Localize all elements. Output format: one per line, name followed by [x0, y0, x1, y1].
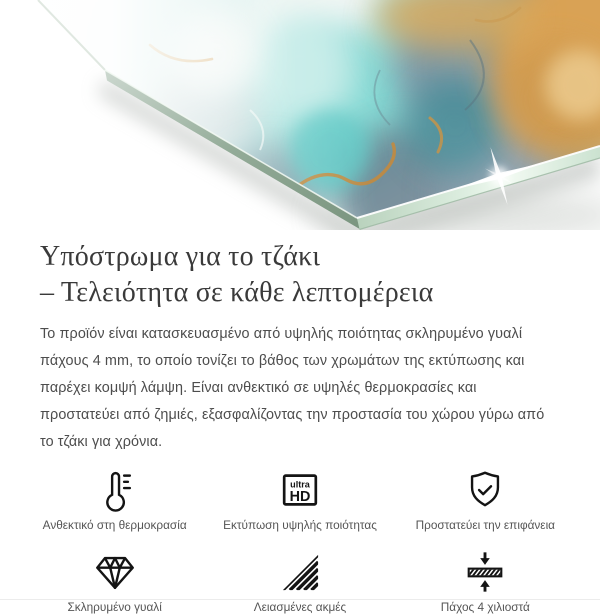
- feature-item-surface-protection: [393, 466, 578, 533]
- page-title: [40, 239, 560, 311]
- feature-item-temperature: [22, 466, 207, 533]
- title-line-2: – Τελειότητα σε κάθε λεπτομέρεια: [40, 277, 434, 308]
- feature-label: Ανθεκτικό στη θερμοκρασία: [42, 518, 187, 532]
- shield-check-icon: [462, 466, 508, 513]
- glass-panel-illustration: [0, 0, 600, 230]
- product-hero-image: [0, 0, 600, 230]
- diamond-icon: [92, 548, 138, 595]
- features-grid: [22, 466, 578, 615]
- title-line-1: Υπόστρωμα για το τζάκι: [40, 241, 321, 272]
- ultra-hd-badge-top: ultra: [290, 479, 310, 490]
- feature-label: Σκληρυμένο γυαλί: [67, 600, 162, 614]
- ultra-hd-badge-bottom: HD: [289, 488, 311, 505]
- feature-item-polished-edges: [207, 548, 392, 615]
- thickness-icon: [462, 548, 508, 595]
- feature-item-tempered-glass: [22, 548, 207, 615]
- polished-edges-icon: [277, 548, 323, 595]
- feature-label: Προστατεύει την επιφάνεια: [415, 518, 556, 532]
- feature-label: Πάχος 4 χιλιοστά: [440, 600, 530, 614]
- product-description: Το προϊόν είναι κατασκευασμένο από υψηλής ποιότητας σκληρυμένο γυαλί πάχους 4 mm, το οποίο τονίζει το βάθος των χρωμάτων της εκτύπωσης και παρέχει κομψή λάμψη. Είναι ανθεκτικό σε υψηλές θερμοκρασίες και προστατεύει από ζημιές, εξασφαλίζοντας την προστασία του χώρου γύρω από το τζάκι για χρόνια.: [40, 326, 545, 450]
- feature-item-print-quality: [207, 466, 392, 533]
- feature-label: Λειασμένες ακμές: [253, 600, 347, 614]
- feature-item-thickness: [393, 548, 578, 615]
- feature-label: Εκτύπωση υψηλής ποιότητας: [223, 518, 377, 532]
- ultra-hd-icon: [277, 466, 323, 513]
- product-text-content: [0, 239, 600, 615]
- thermometer-icon: [92, 466, 138, 513]
